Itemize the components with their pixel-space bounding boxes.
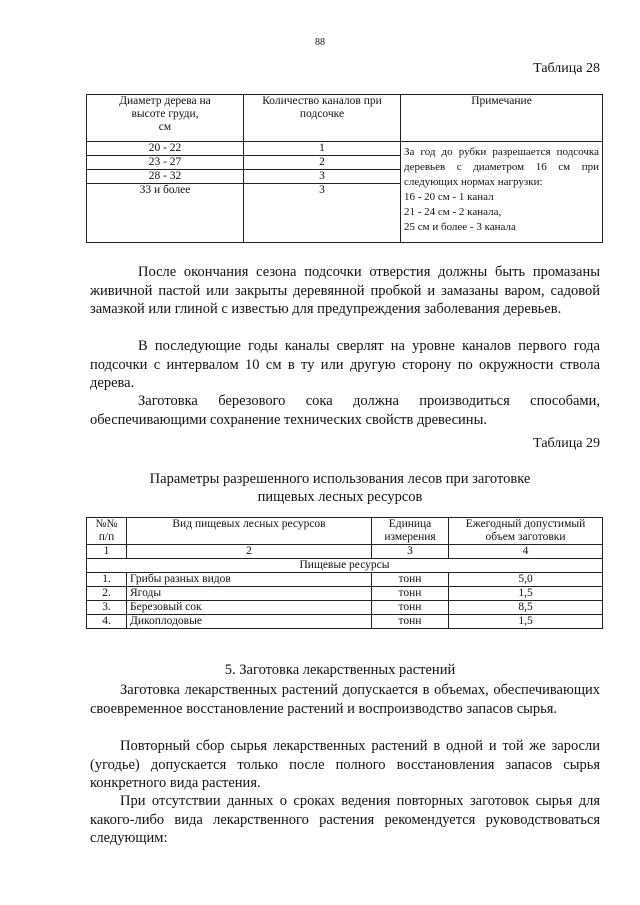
table-header-row [87, 95, 603, 142]
table-row [87, 587, 603, 601]
table-28-label: Таблица 28 [533, 61, 600, 76]
cell-volume: 5,0 [449, 573, 603, 587]
page-number: 88 [315, 37, 325, 48]
cell-volume: 1,5 [449, 615, 603, 629]
paragraph-medicinal-volume: Заготовка лекарственных растений допускается в объемах, обеспечивающих своевременное восстановление растений и воспроизводство запасов сырья. [90, 682, 600, 717]
cell-number: 1. [87, 573, 127, 587]
cell-unit: тонн [372, 573, 449, 587]
table-row [87, 615, 603, 629]
cell-kind: Грибы разных видов [127, 573, 372, 587]
header-note: Примечание [401, 95, 603, 142]
paragraph-no-data: При отсутствии данных о сроках ведения повторных заготовок сырья для какого-либо вида лекарственного растения рекомендуется руководствоваться следующим: [90, 793, 600, 846]
cell-unit: тонн [372, 587, 449, 601]
table-header-row [87, 518, 603, 545]
cell-diameter: 33 и более [87, 184, 244, 243]
header-kind: Вид пищевых лесных ресурсов [127, 518, 372, 545]
cell-number: 4. [87, 615, 127, 629]
cell-diameter: 23 - 27 [87, 156, 244, 170]
cell-volume: 1,5 [449, 587, 603, 601]
paragraph-birch-sap: Заготовка березового сока должна производиться способами, обеспечивающими сохранение технических свойств древесины. [90, 393, 600, 428]
col-number: 3 [372, 545, 449, 559]
col-number: 1 [87, 545, 127, 559]
cell-unit: тонн [372, 615, 449, 629]
cell-volume: 8,5 [449, 601, 603, 615]
table-29 [86, 517, 603, 629]
cell-kind: Ягоды [127, 587, 372, 601]
cell-channels: 1 [244, 142, 401, 156]
table-28 [86, 94, 603, 243]
cell-diameter: 20 - 22 [87, 142, 244, 156]
cell-number: 2. [87, 587, 127, 601]
header-number: №№ п/п [87, 518, 127, 545]
col-number: 2 [127, 545, 372, 559]
paragraph-repeat-harvest: Повторный сбор сырья лекарственных растений в одной и той же заросли (угодье) допускается только после полного восстановления запасов сырья конкретного вида растения. [90, 738, 600, 791]
cell-channels: 2 [244, 156, 401, 170]
group-label: Пищевые ресурсы [87, 559, 603, 573]
group-row [87, 559, 603, 573]
table-row [87, 601, 603, 615]
cell-kind: Березовый сок [127, 601, 372, 615]
table-row [87, 142, 603, 156]
col-number: 4 [449, 545, 603, 559]
cell-channels: 3 [244, 184, 401, 243]
cell-diameter: 28 - 32 [87, 170, 244, 184]
paragraph-drilling: В последующие годы каналы сверлят на уровне каналов первого года подсочки с интервалом 10 см в ту или другую сторону по окружности ствола дерева. [90, 338, 600, 391]
header-diameter: Диаметр дерева на высоте груди, см [87, 95, 244, 142]
table-row [87, 573, 603, 587]
section-5-heading: 5. Заготовка лекарственных растений [224, 662, 456, 678]
cell-kind: Дикоплодовые [127, 615, 372, 629]
column-number-row [87, 545, 603, 559]
header-volume: Ежегодный допустимый объем заготовки [449, 518, 603, 545]
header-unit: Единица измерения [372, 518, 449, 545]
cell-note: За год до рубки разрешается подсочка деревьев с диаметром 16 см при следующих нормах нагрузки: 16 - 20 см - 1 канал 21 - 24 см - 2 канала, 25 см и более - 3 канала [401, 142, 603, 243]
table-29-title: Параметры разрешенного использования лесов при заготовке пищевых лесных ресурсов [149, 471, 531, 505]
cell-number: 3. [87, 601, 127, 615]
paragraph-sealing: После окончания сезона подсочки отверстия должны быть промазаны живичной пастой или закрыты деревянной пробкой и замазаны варом, садовой замазкой или глиной с известью для предупреждения заболевания деревьев. [90, 264, 600, 317]
table-29-label: Таблица 29 [533, 436, 600, 451]
header-channels: Количество каналов при подсочке [244, 95, 401, 142]
cell-channels: 3 [244, 170, 401, 184]
cell-unit: тонн [372, 601, 449, 615]
